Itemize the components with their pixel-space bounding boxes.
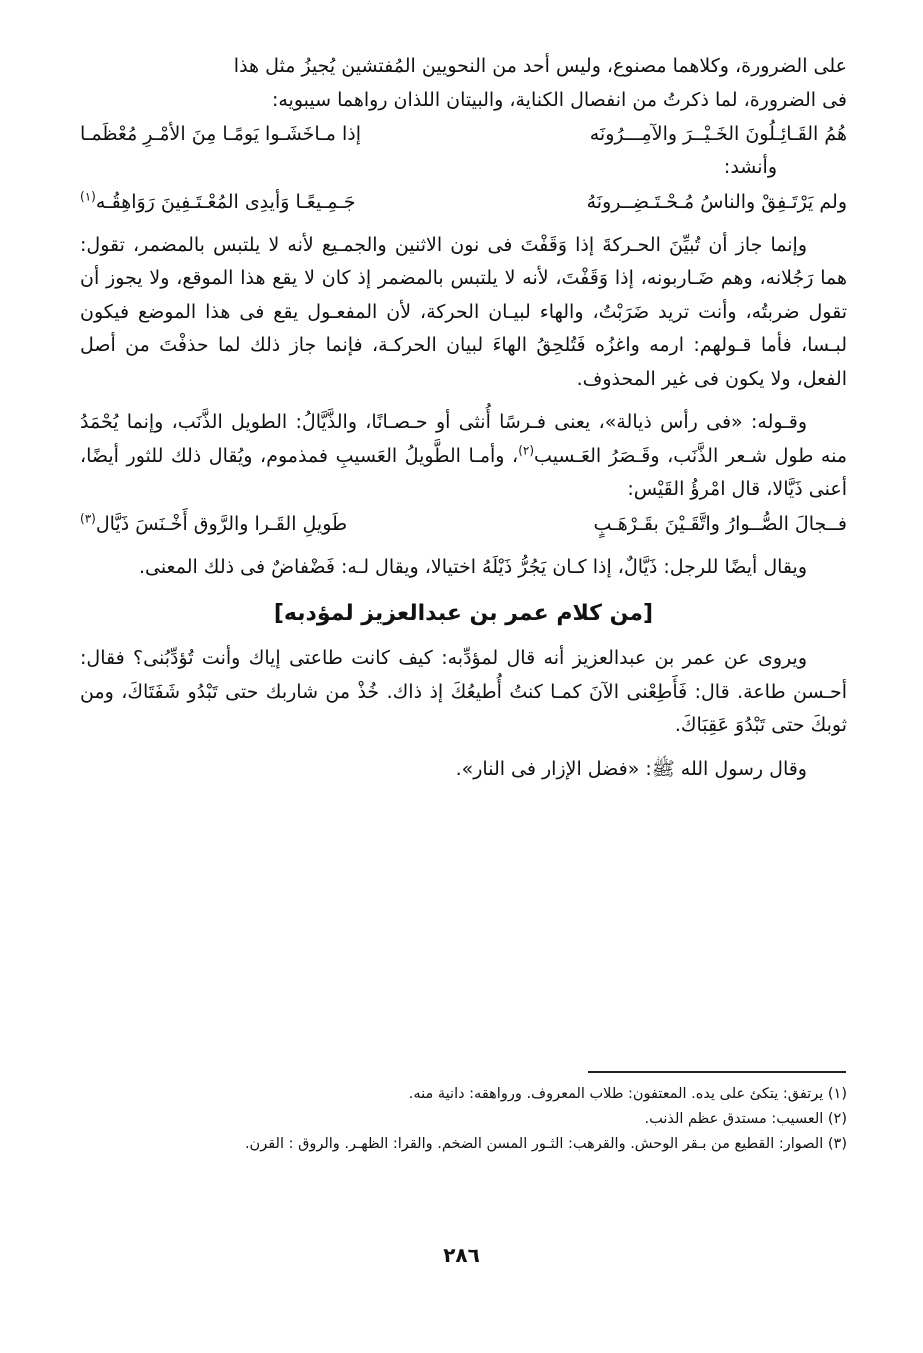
page-number: ٢٨٦ [443, 1243, 480, 1267]
verse-line [80, 117, 847, 151]
verse-hemistich-left [80, 185, 356, 219]
paragraph-text: وقـوله: «فى رأس ذيالة»، يعنى فـرسًا أُنثى أو حـصـانًا، والذَّيَّالُ: الطويل الذَّنَب، وإنما يُحْمَدُ منه طول شـعر الذَّنَب، وقَـصَرُ العَـسيب [80, 411, 847, 467]
paragraph: وقال رسول الله ﷺ: «فضل الإزار فى النار». [455, 757, 807, 780]
paragraph [80, 406, 847, 507]
verse-hemistich-left: إذا مـاخَشَـوا يَومًـا مِنَ الأمْـرِ مُعْظَمـا [80, 123, 361, 145]
footnote-divider [588, 1071, 846, 1073]
footnote: (٣) الصوار: القطيع من بـقر الوحش. والقرهب: الثـور المسن الضخم. والقرا: الظهـر. والروق : القرن. [244, 1136, 847, 1152]
text-line: فى الضرورة، لما ذكرتُ من انفصال الكناية، والبيتان اللذان رواهما سيبويه: [271, 88, 847, 111]
footnote: (١) يرتفق: يتكئ على يده. المعتفون: طلاب المعروف. ورواهقه: دانية منه. [408, 1086, 847, 1102]
paragraph: وإنما جاز أن تُبيِّنَ الحـركةَ إذا وَقَفْتَ فى نون الاثنين والجمـيع لأنه لا يلتبس بالمضمر، تقول: هما رَجُلانه، وهم ضَـاربونه، إذا وَقَفْتَ، لأنه لا يلتبس بالمضمر إذ كان لا يقع هذا الموقع، ولا يجوز أن تقول ضربتُه، وأنت تريد ضَرَبْتُ، والهاء لبيـان الحركة، لأن المفعـول يقع فى هذا الموضع فيكون لبـسا، فأما قـولهم: ارمه واغزُه فَتُلحِقُ الهاءَ لبيان الحركـة، فإنما جاز ذلك لما حذفْتَ من أصل الفعل، ولا يكون فى غير المحذوف. [80, 233, 847, 390]
verse-hemistich-left-text: جَـمِـيعًـا وَأيدِى المُعْـتَـفِينَ رَوَاهِقُـه [95, 190, 356, 213]
verse-hemistich-left-text: طَويلِ القَـرا والرَّوق أَخْـنَسَ ذَيَّال [95, 512, 348, 535]
footnote-ref: (٣) [80, 511, 96, 526]
verse-line [80, 185, 847, 219]
footnote-ref: (١) [80, 189, 96, 204]
footnote-ref: (٢) [518, 443, 535, 458]
verse-line [80, 507, 847, 541]
section-heading: [من كلام عمر بن عبدالعزيز لمؤدبه] [273, 601, 654, 626]
verse-intro: وأنشد: [723, 156, 777, 178]
verse-hemistich-right: هُمُ القَـائِـلُونَ الخَـيْــرَ والآمِـــرُونَه [589, 123, 847, 145]
paragraph: ويروى عن عمر بن عبدالعزيز أنه قال لمؤدِّبه: كيف كانت طاعتى إياك وأنت تُؤدِّبُنى؟ فقال: أحـسن طاعة. قال: فَأَطِعْنى الآنَ كمـا كنتُ أُطيعُكَ إذ ذاك. خُذْ من شاربك حتى تَبْدُو شَفَتَاكَ، ومن ثوبكَ حتى تَبْدُوَ عَقِبَاكَ. [80, 647, 847, 736]
verse-hemistich-right: ولم يَرْتَـفِقْ والناسُ مُـحْـتَـضِــرونَهُ [586, 190, 847, 213]
footnotes [70, 1082, 847, 1157]
verse-hemistich-left [80, 507, 347, 541]
verse-hemistich-right: فــجالَ الصُّــوارُ واتَّقَـيْنَ بقَـرْهَـبٍ [593, 512, 847, 535]
paragraph-text: ، وأمـا الطَّويلُ العَسيبِ فمذموم، ويُقال ذلك للثور أيضًا، أعنى ذَيَّالا، قال امْرؤُ القَيْس: [80, 444, 847, 500]
text-line: على الضرورة، وكلاهما مصنوع، وليس أحد من النحويين المُفتشين يُجيزُ مثل هذا [233, 55, 847, 77]
footnote: (٢) العسيب: مستدق عظم الذنب. [644, 1111, 847, 1127]
main-text [80, 50, 847, 786]
paragraph: ويقال أيضًا للرجل: ذَيَّالٌ، إذا كـان يَجُرُّ ذَيْلَهُ اختيالا، ويقال لـه: فَضْفاضٌ فى ذلك المعنى. [138, 555, 807, 578]
